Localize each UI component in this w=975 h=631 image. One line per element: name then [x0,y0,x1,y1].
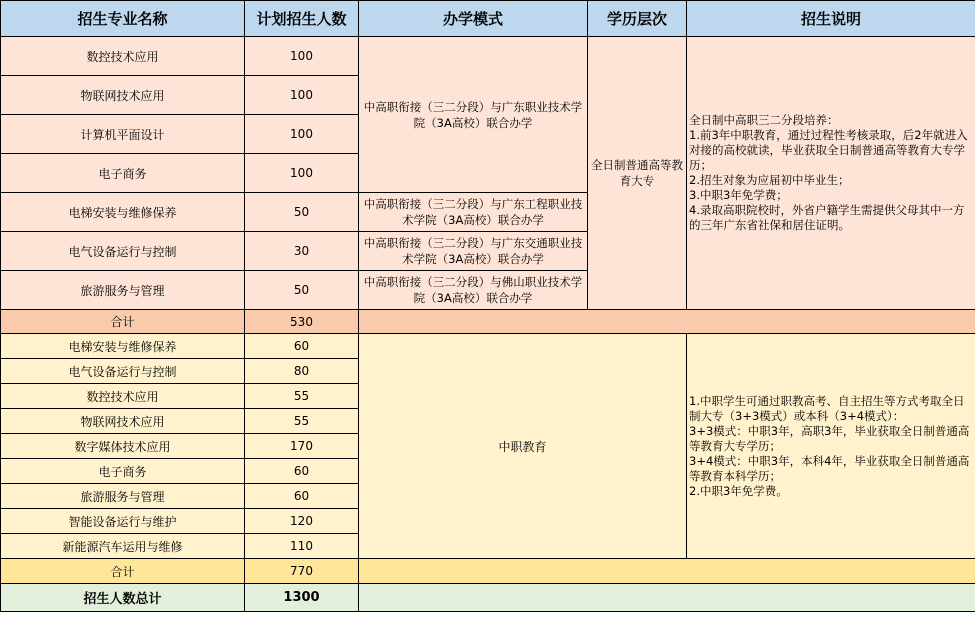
planned-count: 100 [245,37,359,76]
major-name: 物联网技术应用 [1,409,245,434]
notes: 1.中职学生可通过职教高考、自主招生等方式考取全日制大专（3+3模式）或本科（3+4模式）： 3+3模式：中职3年，高职3年，毕业获取全日制普通高等教育大专学历； 3+4模式：中职3年，本科4年，毕业获取全日制普通高等教育本科学历； 2.中职3年免学费。 [687,334,975,559]
header-major-name: 招生专业名称 [1,1,245,37]
header-level: 学历层次 [588,1,687,37]
mode: 中职教育 [359,334,687,559]
planned-count: 80 [245,359,359,384]
table-row [1,37,975,76]
subtotal-row [1,310,975,334]
table-row [1,334,975,359]
grand-total-label: 招生人数总计 [1,584,245,612]
planned-count: 120 [245,509,359,534]
major-name: 智能设备运行与维护 [1,509,245,534]
grand-total-row [1,584,975,612]
subtotal-label: 合计 [1,559,245,584]
planned-count: 100 [245,115,359,154]
planned-count: 100 [245,76,359,115]
major-name: 旅游服务与管理 [1,271,245,310]
subtotal-value: 770 [245,559,359,584]
planned-count: 60 [245,484,359,509]
mode: 中高职衔接（三二分段）与佛山职业技术学院（3A高校）联合办学 [359,271,588,310]
major-name: 电气设备运行与控制 [1,359,245,384]
planned-count: 55 [245,384,359,409]
major-name: 电梯安装与维修保养 [1,193,245,232]
planned-count: 55 [245,409,359,434]
notes: 全日制中高职三二分段培养： 1.前3年中职教育，通过过程性考核录取，后2年就进入对接的高校就读，毕业获取全日制普通高等教育大专学历； 2.招生对象为应届初中毕业生； 3.中职3年免学费； 4.录取高职院校时，外省户籍学生需提供父母其中一方的三年广东省社保和居住证明。 [687,37,975,310]
planned-count: 50 [245,193,359,232]
major-name: 旅游服务与管理 [1,484,245,509]
planned-count: 100 [245,154,359,193]
major-name: 数字媒体技术应用 [1,434,245,459]
major-name: 电梯安装与维修保养 [1,334,245,359]
major-name: 数控技术应用 [1,37,245,76]
header-mode: 办学模式 [359,1,588,37]
planned-count: 30 [245,232,359,271]
major-name: 数控技术应用 [1,384,245,409]
major-name: 计算机平面设计 [1,115,245,154]
subtotal-value: 530 [245,310,359,334]
planned-count: 50 [245,271,359,310]
planned-count: 110 [245,534,359,559]
mode: 中高职衔接（三二分段）与广东职业技术学院（3A高校）联合办学 [359,37,588,193]
header-planned-count: 计划招生人数 [245,1,359,37]
major-name: 物联网技术应用 [1,76,245,115]
major-name: 新能源汽车运用与维修 [1,534,245,559]
header-notes: 招生说明 [687,1,975,37]
subtotal-label: 合计 [1,310,245,334]
empty-cell [359,559,975,584]
planned-count: 60 [245,459,359,484]
empty-cell [359,310,975,334]
planned-count: 60 [245,334,359,359]
mode: 中高职衔接（三二分段）与广东工程职业技术学院（3A高校）联合办学 [359,193,588,232]
header-row [1,1,975,37]
subtotal-row [1,559,975,584]
major-name: 电子商务 [1,459,245,484]
major-name: 电气设备运行与控制 [1,232,245,271]
empty-cell [359,584,975,612]
planned-count: 170 [245,434,359,459]
major-name: 电子商务 [1,154,245,193]
grand-total-value: 1300 [245,584,359,612]
education-level: 全日制普通高等教育大专 [588,37,687,310]
mode: 中高职衔接（三二分段）与广东交通职业技术学院（3A高校）联合办学 [359,232,588,271]
